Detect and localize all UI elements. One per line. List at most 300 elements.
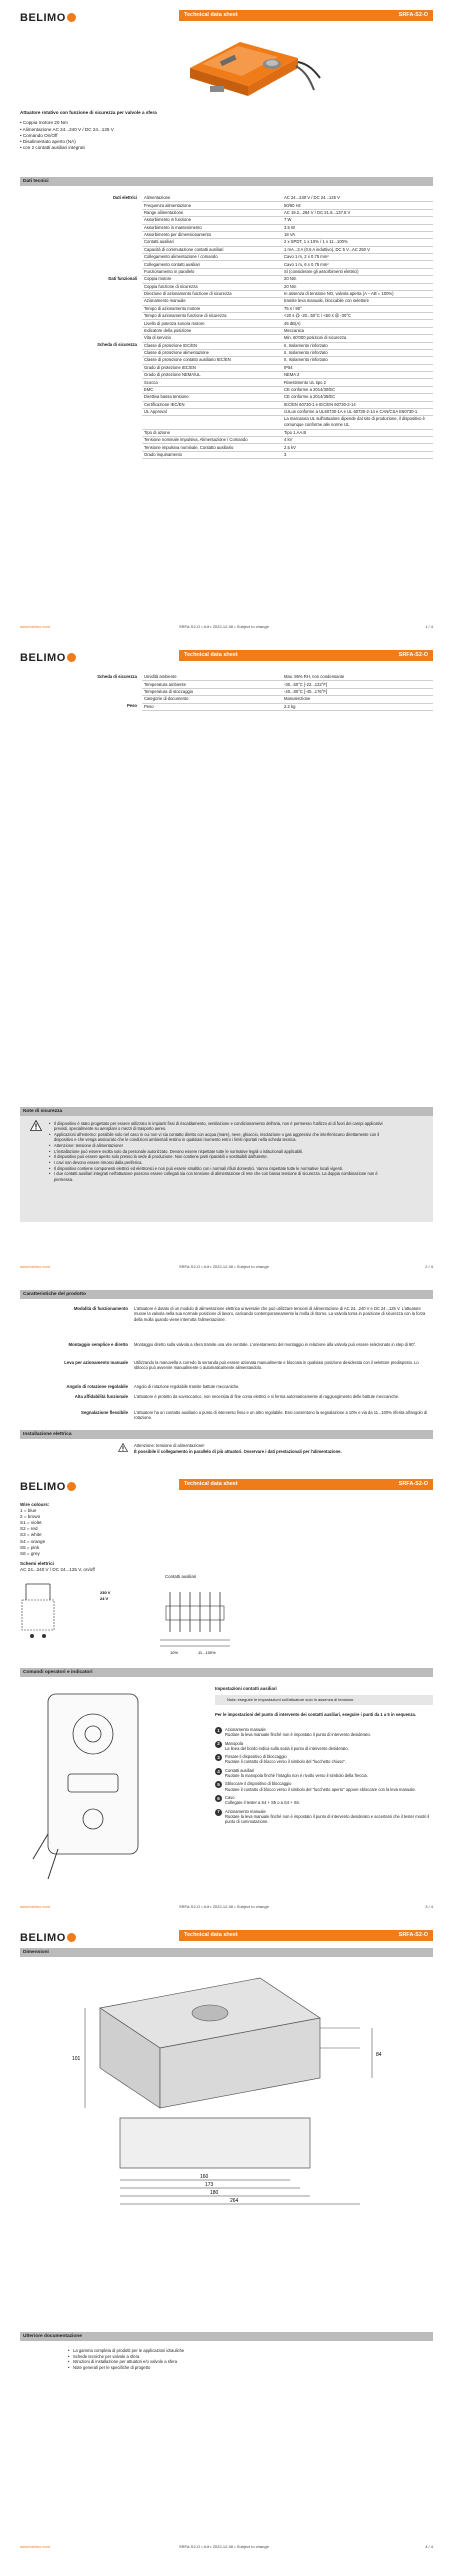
spec-value: -30...50°C [-22...122°F] bbox=[282, 681, 433, 688]
spec-key: Assorbimento per dimensionamento bbox=[142, 231, 282, 238]
spec-value: 3.5 W bbox=[282, 224, 433, 231]
spec-key: Categorie di documento bbox=[142, 696, 282, 703]
spec-group bbox=[20, 231, 142, 238]
spec-row bbox=[20, 268, 433, 275]
wire-item: S1 = violet bbox=[20, 1520, 42, 1526]
spec-group: Dati funzionali bbox=[108, 275, 137, 281]
spec-value: 7 W bbox=[282, 217, 433, 224]
spec-key: Umidità ambiente bbox=[142, 674, 282, 681]
spec-group: Scheda di sicurezza bbox=[97, 674, 137, 680]
header-bar bbox=[179, 1479, 433, 1490]
safety-note: • I due contatti ausiliari integrati nell'attuatore possono essere collegati sia con tensione di alimentazione di rete che con bassa tensione di sicurezza. La doppia combinazione non è permessa. bbox=[49, 1171, 384, 1182]
spec-value: In assenza di tensione NO, valvola aperta (A – AB = 100%) bbox=[282, 290, 433, 297]
spec-value: 20 Nm bbox=[282, 276, 433, 283]
step bbox=[215, 1781, 430, 1791]
spec-value: 2 x SPDT, 1 x 10% / 1 x 11...100% bbox=[282, 239, 433, 246]
spec-row bbox=[20, 437, 433, 444]
spec-row bbox=[20, 696, 433, 703]
spec-key: Scocca bbox=[142, 379, 282, 386]
feature-row bbox=[20, 1360, 433, 1371]
wire-item: S6 = grey bbox=[20, 1550, 40, 1556]
spec-value: -40...80°C [-40...176°F] bbox=[282, 688, 433, 695]
spec-group bbox=[20, 320, 142, 327]
wire-item: S4 = orange bbox=[20, 1538, 46, 1544]
step-desc: Collegare il tester a S4 + S5 o a S4 + S6. bbox=[225, 1800, 300, 1806]
safety-note: • L'installazione può essere svolta solo da personale autorizzato. Devono essere rispettate tutte le normative legali o istituzionali applicabili. bbox=[49, 1149, 384, 1154]
spec-key: Vita di servizio bbox=[142, 335, 282, 342]
feature-key: Angolo di rotazione regolabile bbox=[66, 1384, 128, 1389]
page-number: 2 / 4 bbox=[425, 1264, 433, 1269]
doc-item: • La gamma completa di prodotti per le applicazioni idrauliche bbox=[68, 2348, 184, 2354]
spec-value: Sì (considerare gli assorbimenti elettrici) bbox=[282, 268, 433, 275]
intro-bullet: • Comando On/Off bbox=[20, 132, 58, 138]
spec-row bbox=[20, 416, 433, 429]
docs-list bbox=[68, 2348, 184, 2370]
spec-key: Contatti ausiliari bbox=[142, 239, 282, 246]
spec-group bbox=[20, 327, 142, 334]
spec-value: Max. 95% RH, non condensante bbox=[282, 674, 433, 681]
spec-row bbox=[20, 313, 433, 320]
warning-triangle-icon bbox=[30, 1120, 42, 1131]
safety-note: • Il dispositivo è stato progettato per essere utilizzato in impianti fissi di riscaldamento, ventilazione e condizionamento dell'aria, non è permesso l'utilizzo al di fuori dei campi applicativi previsti, specialmente su aeroplani o mezzi di trasporto aereo. bbox=[49, 1121, 384, 1132]
section-caratteristiche: Caratteristiche del prodotto bbox=[20, 1290, 433, 1299]
spec-group bbox=[20, 444, 142, 451]
spec-key: Tempo di azionamento motore bbox=[142, 305, 282, 312]
belimo-logo bbox=[20, 651, 76, 665]
page-number: 1 / 4 bbox=[425, 624, 433, 629]
aux-note-text: Nota: eseguire le impostazioni sull'attuatore solo in assenza di tensione. bbox=[227, 1697, 355, 1703]
spec-value: cULus conforme a UL60730-1A e UL 60730-2-14 e CAN/CSA E60730-1 bbox=[282, 408, 433, 415]
section-dimensioni: Dimensioni bbox=[20, 1948, 433, 1957]
step bbox=[215, 1754, 430, 1764]
wire-item: 1 = blue bbox=[20, 1508, 37, 1514]
spec-value: 45 dB(A) bbox=[282, 320, 433, 327]
spec-group bbox=[20, 688, 142, 695]
logo-mark-icon bbox=[67, 653, 76, 662]
footer-link[interactable]: www.belimo.com bbox=[20, 624, 51, 629]
ac-voltage-label: 230 V bbox=[100, 1590, 111, 1595]
spec-value: II, Isolamento rinforzato bbox=[282, 357, 433, 364]
spec-group bbox=[20, 290, 142, 297]
spec-group: Peso bbox=[126, 703, 137, 709]
spec-row bbox=[20, 224, 433, 231]
spec-value: 1 mA...3 A (0.5 A induttivo), DC 5 V...AC 250 V bbox=[282, 246, 433, 253]
spec-group bbox=[20, 305, 142, 312]
spec-value: CE conforme a 2014/30/EC bbox=[282, 386, 433, 393]
spec-value: II, Isolamento rinforzato bbox=[282, 349, 433, 356]
product-intro bbox=[20, 110, 180, 152]
doc-item: • Schede tecniche per valvole a sfera bbox=[68, 2354, 184, 2360]
spec-value: AC 24...240 V / DC 24...125 V bbox=[282, 195, 433, 202]
dim-label: 160 bbox=[200, 2174, 209, 2180]
spec-group bbox=[20, 246, 142, 253]
spec-value: 2.2 kg bbox=[282, 703, 433, 710]
header-bar bbox=[179, 10, 433, 21]
spec-value: tramite leva manuale, bloccabile con selettore bbox=[282, 298, 433, 305]
spec-key: Tipo di azione bbox=[142, 429, 282, 436]
feature-value: Utilizzando la manovella a corredo la serranda può essere azionata manualmente e bloccata in qualsiasi posizione desiderata con il selettore predisposto. Lo sblocco può avvenire manualmente o automaticamente alimentandolo. bbox=[134, 1360, 419, 1371]
spec-group bbox=[20, 202, 142, 209]
feature-key: Alta affidabilità funzionale bbox=[74, 1394, 128, 1399]
wiring-diagram bbox=[20, 1580, 260, 1660]
spec-group bbox=[20, 261, 142, 268]
step-title: Azionamento manuale bbox=[225, 1727, 266, 1732]
feature-key: Leva per azionamento manuale bbox=[64, 1360, 128, 1365]
spec-group bbox=[20, 681, 142, 688]
spec-group bbox=[20, 313, 142, 320]
doc-item: • Note generali per le specifiche di progetto bbox=[68, 2365, 184, 2371]
spec-key: Collegamento contatti ausiliari bbox=[142, 261, 282, 268]
spec-group bbox=[20, 372, 142, 379]
spec-group bbox=[20, 283, 142, 290]
footer bbox=[20, 2544, 433, 2549]
spec-value: 50/60 Hz bbox=[282, 202, 433, 209]
spec-row bbox=[20, 342, 433, 349]
technical-data-table bbox=[20, 195, 433, 459]
belimo-logo bbox=[20, 1931, 76, 1945]
page-2 bbox=[0, 640, 453, 1280]
spec-key: Range alimentazione bbox=[142, 209, 282, 216]
step bbox=[215, 1809, 430, 1825]
spec-row bbox=[20, 357, 433, 364]
safety-notes-list bbox=[49, 1121, 384, 1182]
header-title: Technical data sheet bbox=[184, 1931, 238, 1938]
spec-row bbox=[20, 401, 433, 408]
spec-row bbox=[20, 320, 433, 327]
belimo-logo bbox=[20, 11, 76, 25]
spec-key: Frequenza alimentazione bbox=[142, 202, 282, 209]
spec-group bbox=[20, 451, 142, 458]
page-4 bbox=[0, 1920, 453, 2560]
step-title: Sbloccare il dispositivo di bloccaggio bbox=[225, 1781, 292, 1787]
spec-value: IP54 bbox=[282, 364, 433, 371]
spec-group bbox=[20, 254, 142, 261]
actuator-drawing bbox=[28, 1684, 178, 1884]
spec-value: Rivestimento UL tipo 2 bbox=[282, 379, 433, 386]
footer-meta: SRFA-S2-O • it-it • 2022-12-06 • Subject to change bbox=[179, 1904, 269, 1909]
aux-label: Contatti ausiliari bbox=[165, 1574, 197, 1579]
header-model: SRFA-S2-O bbox=[398, 11, 428, 18]
step-number: 3 bbox=[215, 1754, 222, 1761]
spec-key: Grado di protezione NEMA/UL bbox=[142, 372, 282, 379]
feature-key: Segnalazione flessibile bbox=[80, 1410, 128, 1415]
belimo-logo bbox=[20, 1480, 76, 1494]
footer-meta: SRFA-S2-O • it-it • 2022-12-06 • Subject to change bbox=[179, 624, 269, 629]
header-title: Technical data sheet bbox=[184, 11, 238, 18]
dimension-drawing bbox=[60, 1968, 400, 2218]
intro-bullet: • con 2 contatti ausiliari integrati bbox=[20, 145, 85, 151]
spec-row bbox=[20, 444, 433, 451]
install-warning: Attenzione: tensione di alimentazione! bbox=[134, 1443, 205, 1448]
feature-row bbox=[20, 1306, 433, 1322]
step-title: Azionamento manuale bbox=[225, 1808, 266, 1814]
dim-label: 264 bbox=[230, 2198, 239, 2204]
spec-group bbox=[20, 357, 142, 364]
feature-row bbox=[20, 1384, 433, 1390]
feature-row bbox=[20, 1410, 433, 1421]
intro-bullet: • Alimentazione AC 24...240 V / DC 24...125 V bbox=[20, 126, 114, 132]
wire-item: S3 = white bbox=[20, 1532, 42, 1538]
spec-key bbox=[142, 416, 282, 429]
feature-value: L'attuatore è dotato di un modulo di alimentazione elettrica universale che può utilizzare tensioni di alimentazione di AC 24...240 V e DC 24...125 V. L'attuatore muove la valvola nella sua normale posizione di lavoro, caricando contemporaneamente la molla di ritorno. La valvola torna in posizione di sicurezza con la forza della molla quando viene interrotta l'alimentazione. bbox=[134, 1306, 426, 1322]
install-warnings bbox=[134, 1443, 424, 1454]
step-number: 1 bbox=[215, 1727, 222, 1734]
spec-key: Capacità di commutazione contatti ausiliari bbox=[142, 246, 282, 253]
wire-item: S5 = pink bbox=[20, 1544, 40, 1550]
logo-text: BELIMO bbox=[20, 1481, 66, 1493]
section-documentazione: Ulteriore documentazione bbox=[20, 2332, 433, 2341]
spec-row bbox=[20, 327, 433, 334]
step-title: Contatti ausiliari bbox=[225, 1767, 255, 1773]
footer-meta: SRFA-S2-O • it-it • 2022-12-06 • Subject to change bbox=[179, 1264, 269, 1269]
spec-row bbox=[20, 364, 433, 371]
spec-key: EMC bbox=[142, 386, 282, 393]
spec-row bbox=[20, 429, 433, 436]
spec-group bbox=[20, 379, 142, 386]
spec-key: Tensione nominale impulsiva, Alimentazione / Comando bbox=[142, 437, 282, 444]
logo-mark-icon bbox=[67, 1933, 76, 1942]
dim-label: 173 bbox=[205, 2182, 214, 2188]
spec-group bbox=[20, 429, 142, 436]
spec-value: CE conforme a 2014/35/EC bbox=[282, 394, 433, 401]
spec-value: Manutenzione bbox=[282, 696, 433, 703]
header-model: SRFA-S2-O bbox=[398, 1480, 428, 1487]
spec-key: Temperatura ambiente bbox=[142, 681, 282, 688]
spec-key: Alimentazione bbox=[142, 195, 282, 202]
section-comandi: Comandi operatori e indicatori bbox=[20, 1668, 433, 1677]
header-bar bbox=[179, 1930, 433, 1941]
spec-key: Assorbimento in funzione bbox=[142, 217, 282, 224]
spec-key: Indicatore della posizione bbox=[142, 327, 282, 334]
spec-key: Assorbimento in mantenimento bbox=[142, 224, 282, 231]
spec-key: Grado inquinamento bbox=[142, 451, 282, 458]
logo-mark-icon bbox=[67, 1482, 76, 1491]
page-3 bbox=[0, 1280, 453, 1920]
feature-value: L'attuatore è protetto da sovraccarico, non necessita di fine corsa elettrici e si ferma automaticamente al raggiungimento delle battute meccaniche. bbox=[134, 1394, 400, 1399]
spec-group bbox=[20, 408, 142, 415]
step-desc: Ruotare il contatto di blocco verso il simbolo del "lucchetto aperto" oppure sbloccare con la leva manuale. bbox=[225, 1786, 416, 1792]
spec-key: Peso bbox=[142, 703, 282, 710]
safety-note: • I cavi non devono essere rimossi dalla periferica. bbox=[49, 1160, 384, 1165]
spec-row bbox=[20, 688, 433, 695]
spec-key: Direzione di azionamento funzione di sicurezza bbox=[142, 290, 282, 297]
spec-value: Min. 60'000 posizioni di sicurezza bbox=[282, 335, 433, 342]
spec-key: Direttiva bassa tensione bbox=[142, 394, 282, 401]
product-image bbox=[180, 24, 330, 116]
step-number: 6 bbox=[215, 1795, 222, 1802]
spec-row bbox=[20, 283, 433, 290]
dim-label: 84 bbox=[376, 2052, 382, 2058]
header-title: Technical data sheet bbox=[184, 1480, 238, 1487]
spec-key: Certificazione IEC/EN bbox=[142, 401, 282, 408]
spec-key: UL Approval bbox=[142, 408, 282, 415]
spec-group bbox=[20, 217, 142, 224]
spec-row bbox=[20, 372, 433, 379]
feature-row bbox=[20, 1394, 433, 1400]
intro-title: Attuatore rotativo con funzione di sicurezza per valvole a sfera bbox=[20, 110, 157, 115]
pct-label-adjustable: 11...100% bbox=[198, 1650, 216, 1655]
spec-value: AC 19.2...264 V / DC 21.6...137.5 V bbox=[282, 209, 433, 216]
step-number: 2 bbox=[215, 1741, 222, 1748]
step-title: Fissare il dispositivo di bloccaggio bbox=[225, 1754, 287, 1760]
spec-key: Coppia funzione di sicurezza bbox=[142, 283, 282, 290]
spec-row bbox=[20, 298, 433, 305]
spec-row bbox=[20, 674, 433, 681]
aux-steps bbox=[215, 1727, 430, 1827]
spec-value: 4 kV bbox=[282, 437, 433, 444]
section-note-sicurezza: Note di sicurezza bbox=[20, 1107, 433, 1116]
step-desc: La linea del bordo indica sulla scala il punto di intervento desiderato. bbox=[225, 1745, 349, 1751]
aux-note bbox=[215, 1695, 433, 1705]
header-bar bbox=[179, 650, 433, 661]
step-number: 5 bbox=[215, 1781, 222, 1788]
page-number: 3 / 4 bbox=[425, 1904, 433, 1909]
spec-row bbox=[20, 408, 433, 415]
safety-note: • Il dispositivo può essere aperto solo presso la sede di produzione. Non contiene parti riparabili o sostituibili dall'utente. bbox=[49, 1154, 384, 1159]
spec-row bbox=[20, 276, 433, 283]
spec-key: Azionamento manuale bbox=[142, 298, 282, 305]
spec-row bbox=[20, 261, 433, 268]
step-desc: Ruotare la leva manuale finché non è impostato il punto di intervento desiderato. bbox=[225, 1732, 371, 1738]
spec-key: Tensione impulsiva nominale, Contatto ausiliario bbox=[142, 444, 282, 451]
spec-group bbox=[20, 696, 142, 703]
logo-mark-icon bbox=[67, 13, 76, 22]
spec-group: Scheda di sicurezza bbox=[97, 342, 137, 348]
spec-key: Classe di protezione contatto ausiliario IEC/EN bbox=[142, 357, 282, 364]
spec-value: Cavo 1 m, 2 x 0.75 mm² bbox=[282, 254, 433, 261]
footer bbox=[20, 1264, 433, 1269]
spec-value: 3 bbox=[282, 451, 433, 458]
technical-data-table-cont bbox=[20, 674, 433, 711]
logo-text: BELIMO bbox=[20, 652, 66, 664]
step bbox=[215, 1741, 430, 1751]
spec-value: 75 s / 90° bbox=[282, 305, 433, 312]
intro-bullet: • Disalimentato aperto (NA) bbox=[20, 139, 76, 145]
spec-key: Collegamento alimentazione / comando bbox=[142, 254, 282, 261]
footer-meta: SRFA-S2-O • it-it • 2022-12-06 • Subject to change bbox=[179, 2544, 269, 2549]
spec-value: Cavo 1 m, 6 x 0.75 mm² bbox=[282, 261, 433, 268]
aux-settings-title: Impostazioni contatti ausiliari bbox=[215, 1686, 277, 1691]
spec-row bbox=[20, 202, 433, 209]
spec-row bbox=[20, 394, 433, 401]
feature-value: L'attuatore ha un contatto ausiliario a punto di intervento fisso e un altro regolabile. Essi consentono la segnalazione a 10% e via da 11...100% riferita all'angolo di rotazione. bbox=[134, 1410, 428, 1421]
feature-value: Montaggio diretto sulla valvola a sfera tramite una vite centrale. L'orientamento del montaggio in relazione alla valvola può essere selezionato in step di 90°. bbox=[134, 1342, 417, 1347]
spec-row bbox=[20, 195, 433, 202]
spec-row bbox=[20, 335, 433, 342]
wire-colours bbox=[20, 1502, 95, 1573]
spec-row bbox=[20, 254, 433, 261]
feature-key: Montaggio semplice e diretto bbox=[68, 1342, 128, 1347]
spec-value: Tipo 1.AA.B bbox=[282, 429, 433, 436]
step-desc: Ruotare il contatto di blocco verso il simbolo del "lucchetto chiuso". bbox=[225, 1759, 347, 1765]
spec-value: <20 s @ -20...50°C / <60 s @ -30°C bbox=[282, 313, 433, 320]
spec-key: Classe di protezione IEC/EN bbox=[142, 342, 282, 349]
header-model: SRFA-S2-O bbox=[398, 1931, 428, 1938]
feature-value: Angolo di rotazione regolabile tramite battute meccaniche. bbox=[134, 1384, 240, 1389]
page-1 bbox=[0, 0, 453, 640]
spec-key: Funzionamento in parallelo bbox=[142, 268, 282, 275]
spec-key: Tempo di azionamento funzione di sicurezza bbox=[142, 313, 282, 320]
spec-row bbox=[20, 386, 433, 393]
spec-row bbox=[20, 209, 433, 216]
footer bbox=[20, 624, 433, 629]
spec-row bbox=[20, 217, 433, 224]
wire-title: Wire colours: bbox=[20, 1502, 50, 1507]
step-title: Manopola bbox=[225, 1740, 243, 1746]
spec-row bbox=[20, 290, 433, 297]
spec-group bbox=[20, 224, 142, 231]
intro-bullet: • Coppia motore 20 Nm bbox=[20, 120, 68, 126]
dim-label: 180 bbox=[210, 2190, 219, 2196]
header-title: Technical data sheet bbox=[184, 651, 238, 658]
aux-intro: Per le impostazioni del punto di intervento dei contatti ausiliari, eseguire i punti da 1 a 5 in sequenza. bbox=[215, 1712, 417, 1717]
spec-value: 20 Nm bbox=[282, 283, 433, 290]
spec-group: Dati elettrici bbox=[113, 195, 137, 201]
scheme-label: AC 24...240 V / DC 24...125 V, on/off bbox=[20, 1566, 95, 1572]
spec-value: La marcatura UL sull'attuatore dipende dal sito di produzione, il dispositivo è comunque conforme alle norme UL bbox=[282, 416, 433, 429]
spec-row bbox=[20, 246, 433, 253]
spec-key: Temperatura di stoccaggio bbox=[142, 688, 282, 695]
feature-row bbox=[20, 1342, 433, 1348]
spec-row bbox=[20, 349, 433, 356]
spec-group bbox=[20, 335, 142, 342]
spec-value: IEC/EN 60730-1 e IEC/EN 60730-2-14 bbox=[282, 401, 433, 408]
logo-text: BELIMO bbox=[20, 12, 66, 24]
step bbox=[215, 1768, 430, 1778]
safety-note: • Il dispositivo contiene componenti elettrici ed elettronici e non può essere smaltito con i normali rifiuti domestici. Vanno rispettate tutte le normative locali vigenti. bbox=[49, 1166, 384, 1171]
spec-group bbox=[20, 437, 142, 444]
spec-value: 2.5 kV bbox=[282, 444, 433, 451]
spec-key: Coppia motore bbox=[142, 276, 282, 283]
warning-triangle-icon bbox=[118, 1443, 128, 1452]
scheme-title: Schemi elettrici bbox=[20, 1560, 54, 1566]
header-model: SRFA-S2-O bbox=[398, 651, 428, 658]
step bbox=[215, 1727, 430, 1737]
wire-item: S2 = red bbox=[20, 1526, 38, 1532]
spec-value: NEMA 2 bbox=[282, 372, 433, 379]
spec-row bbox=[20, 703, 433, 710]
spec-row bbox=[20, 681, 433, 688]
spec-row bbox=[20, 451, 433, 458]
footer-link[interactable]: www.belimo.com bbox=[20, 1264, 51, 1269]
logo-text: BELIMO bbox=[20, 1932, 66, 1944]
spec-key: Classe di protezione alimentazione bbox=[142, 349, 282, 356]
step bbox=[215, 1795, 430, 1805]
spec-group bbox=[20, 268, 142, 275]
spec-group bbox=[20, 209, 142, 216]
spec-row bbox=[20, 379, 433, 386]
safety-note: • Attenzione: tensione di alimentazione! bbox=[49, 1143, 384, 1148]
doc-item: • Istruzioni di installazione per attuatori e/o valvole a sfera bbox=[68, 2359, 184, 2365]
spec-key: Livello di potenza sonora motore bbox=[142, 320, 282, 327]
footer bbox=[20, 1904, 433, 1909]
spec-value: Meccanica bbox=[282, 327, 433, 334]
spec-group bbox=[20, 239, 142, 246]
step-desc: Ruotare la leva manuale finché non è impostato il punto di intervento desiderato e accertarsi che il tester mostri il punto di commutazione. bbox=[225, 1813, 430, 1824]
footer-link[interactable]: www.belimo.com bbox=[20, 1904, 51, 1909]
pct-label-fixed: 10% bbox=[170, 1650, 179, 1655]
footer-link[interactable]: www.belimo.com bbox=[20, 2544, 51, 2549]
spec-value: II, Isolamento rinforzato bbox=[282, 342, 433, 349]
spec-row bbox=[20, 231, 433, 238]
wire-item: 2 = brown bbox=[20, 1514, 41, 1520]
spec-group bbox=[20, 298, 142, 305]
spec-group bbox=[20, 364, 142, 371]
safety-note: • Applicazioni all'esterno: possibile solo nel caso in cui non vi sia contatto diretto con acqua (mare), neve, ghiaccio, insolazione o gas aggressivi che interferiscano direttamente con il dispositivo e che venga assicurato che le condizioni ambientali restino in qualsiasi momento entro i limiti riportati nella scheda tecnica. bbox=[49, 1132, 384, 1143]
spec-row bbox=[20, 305, 433, 312]
section-dati-tecnici: Dati tecnici bbox=[20, 177, 433, 186]
step-number: 7 bbox=[215, 1809, 222, 1816]
